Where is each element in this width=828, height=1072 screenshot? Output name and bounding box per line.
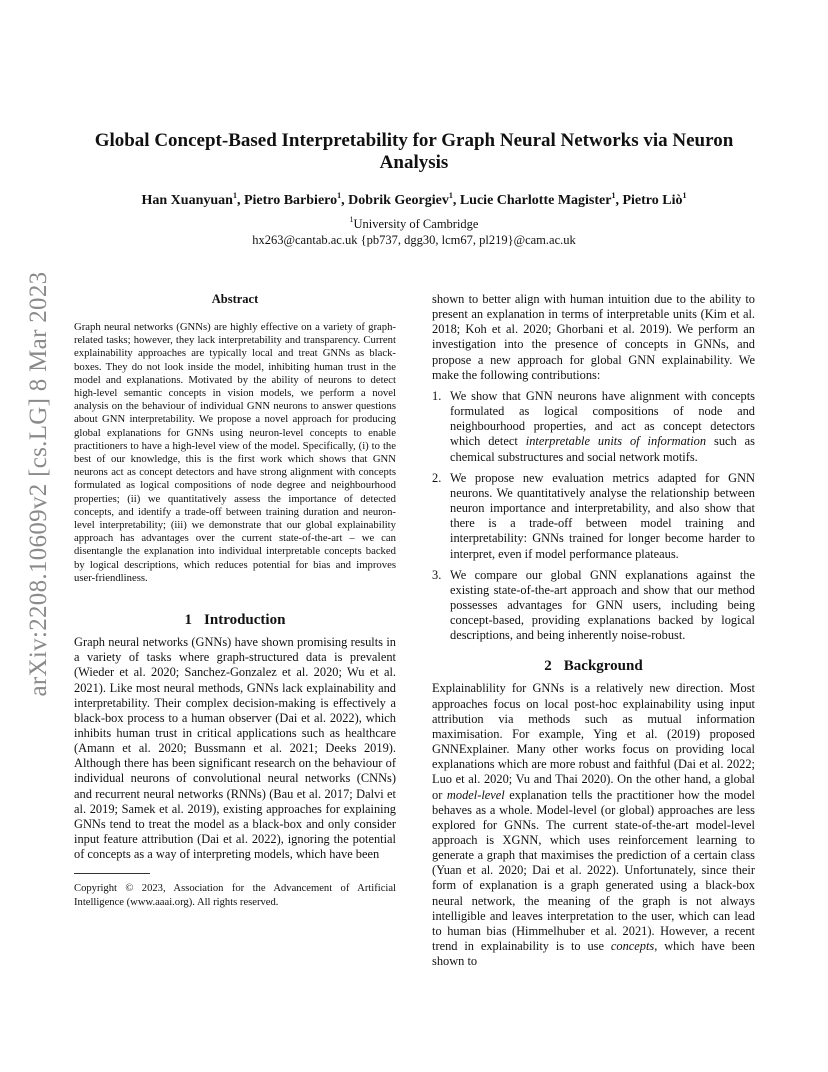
affiliation-mark: 1 (349, 215, 354, 224)
author-affil-mark: 1 (232, 191, 237, 200)
arxiv-sidebar-stamp (22, 271, 56, 697)
paper-title: Global Concept-Based Interpretability for Graph Neural Networks via Neuron Analysis (94, 130, 734, 173)
author-affil-mark: 1 (611, 191, 616, 200)
list-item: 1. We show that GNN neurons have alignment with concepts formulated as logical compositions of node and neighbourhood properties, and act as concept detectors which detect interpretable units of information such as chemical substructures and social network motifs. (432, 388, 755, 464)
affiliation (74, 217, 754, 232)
author-name: Pietro Liò (622, 193, 683, 208)
list-item-number: 2. (432, 470, 442, 485)
section-number: 2 (544, 658, 552, 675)
author-affil-mark: 1 (682, 191, 687, 200)
copyright-notice: Copyright © 2023, Association for the Advancement of Artificial Intelligence (www.aaai.org). All rights reserved. (74, 883, 396, 908)
abstract-heading: Abstract (211, 292, 259, 306)
author-name: Lucie Charlotte Magister (459, 193, 612, 208)
background-paragraph: Explainablility for GNNs is a relatively new direction. Most approaches focus on local post-hoc explainability using input attribution via methods such as mutual information maximisation. For example, Ying et al. (2019) proposed GNNExplainer. Many other works focus on providing local explanations which are more robust and faithful (Dai et al. 2022; Luo et al. 2020; Vu and Thai 2020). On the other hand, a global or model-level explanation tells the practitioner how the model behaves as a whole. Model-level (or global) approaches are less explored for GNNs. The current state-of-the-art model-level approach is XGNN, which uses reinforcement learning to generate a graph that maximises the prediction of a certain class (Yuan et al. 2020; Dai et al. 2022). Unfortunately, since their form of explanation is a graph generated using a black-box neural network, the meaning of the graph is not always intelligible and leaves interpretation to the user, which can lead to human bias (Himmelhuber et al. 2021). However, a recent trend in explainability is to use concepts, which have been shown to (432, 681, 756, 969)
author-name: Han Xuanyuan (141, 193, 233, 208)
author-name: Pietro Barbiero (243, 193, 338, 208)
author-affil-mark: 1 (337, 191, 342, 200)
section-title: Introduction (204, 612, 286, 629)
arxiv-id: arXiv:2208.10609v2 [cs.LG] 8 Mar 2023 (25, 271, 52, 697)
left-column (74, 292, 396, 909)
author-name: Dobrik Georgiev (348, 193, 449, 208)
author-affil-mark: 1 (448, 191, 453, 200)
introduction-paragraph-continued: shown to better align with human intuition due to the ability to present an explanation in terms of interpretable units (Kim et al. 2018; Koh et al. 2020; Ghorbani et al. 2019). We perform an investigation into the presence of concepts in GNNs, and propose a new approach for global GNN explainability. We make the following contributions: (432, 292, 755, 382)
section-title: Background (563, 658, 643, 675)
introduction-paragraph: Graph neural networks (GNNs) have shown promising results in a variety of tasks where graph-structured data is prevalent (Wieder et al. 2020; Sanchez-Gonzalez et al. 2020; Wu et al. 2021). Like most neural methods, GNNs lack explainability and interpretability. Their complex decision-making is effectively a black-box process to a human observer (Dai et al. 2022), which inhibits human trust in critical applications such as healthcare (Amann et al. 2020; Bussmann et al. 2021; Deeks 2019). Although there has been significant research on the behaviour of individual neurons of convolutional neural networks (CNNs) and recurrent neural networks (RNNs) (Bau et al. 2017; Dalvi et al. 2019; Samek et al. 2019), existing approaches for explaining GNNs tend to treat the model as a black-box and only consider input feature attribution (Dai et al. 2022), ignoring the potential of concepts as a way of interpreting models, which have been (74, 635, 396, 862)
list-item: 3. We compare our global GNN explanations against the existing state-of-the-art approach and show that our method possesses advantages for GNN users, including being concept-based, providing explanations backed by logical descriptions, and being inherently noise-robust. (432, 567, 755, 643)
abstract-text: Graph neural networks (GNNs) are highly effective on a variety of graph-related tasks; however, they lack interpretability and transparency. Current explainability approaches are typically local and treat GNNs as black-boxes. They do not look inside the model, inhibiting human trust in the model and explanations. Motivated by the ability of neurons to detect high-level semantic concepts in vision models, we perform a novel analysis on the behaviour of individual GNN neurons to answer questions about GNN interpretability. We propose a novel approach for producing global explanations for GNNs using neuron-level concepts to enable practitioners to have a high-level view of the model. Specifically, (i) to the best of our knowledge, this is the first work which shows that GNN neurons act as concept detectors and have strong alignment with concepts formulated as logical compositions of node degree and neighbourhood properties; (ii) we quantitatively assess the importance of detected concepts, and identify a trade-off between training duration and neuron-level interpretability; (iii) we demonstrate that our global explainability approach has advantages over the current state-of-the-art – we can disentangle the explanation into individual interpretable concepts backed by logical descriptions, which reduces potential for bias and improves user-friendliness. (74, 321, 396, 584)
affiliation-name: University of Cambridge (353, 217, 479, 231)
section-number: 1 (184, 612, 193, 629)
author-list: Han Xuanyuan$^1$, Pietro Barbiero$^1$, Dobrik Georgiev$^1$, Lucie Charlotte Magister$^1$, Pietro Liò$^1$ (141, 191, 687, 208)
list-item-number: 1. (432, 388, 442, 403)
author-emails: hx263@cantab.ac.uk {pb737, dgg30, lcm67, pl219}@cam.ac.uk (252, 233, 576, 247)
section-heading-introduction (74, 611, 396, 629)
right-column (432, 292, 755, 969)
section-heading-background (432, 657, 755, 675)
footnote-rule (74, 873, 150, 874)
list-item: 2. We propose new evaluation metrics adapted for GNN neurons. We quantitatively analyse the relationship between neuron importance and interpretability, and also show that there is a trade-off between model training and interpretability: GNNs trained for longer become harder to interpret, even if model performance plateaus. (432, 470, 755, 561)
list-item-number: 3. (432, 567, 442, 582)
contributions-list (432, 389, 755, 644)
